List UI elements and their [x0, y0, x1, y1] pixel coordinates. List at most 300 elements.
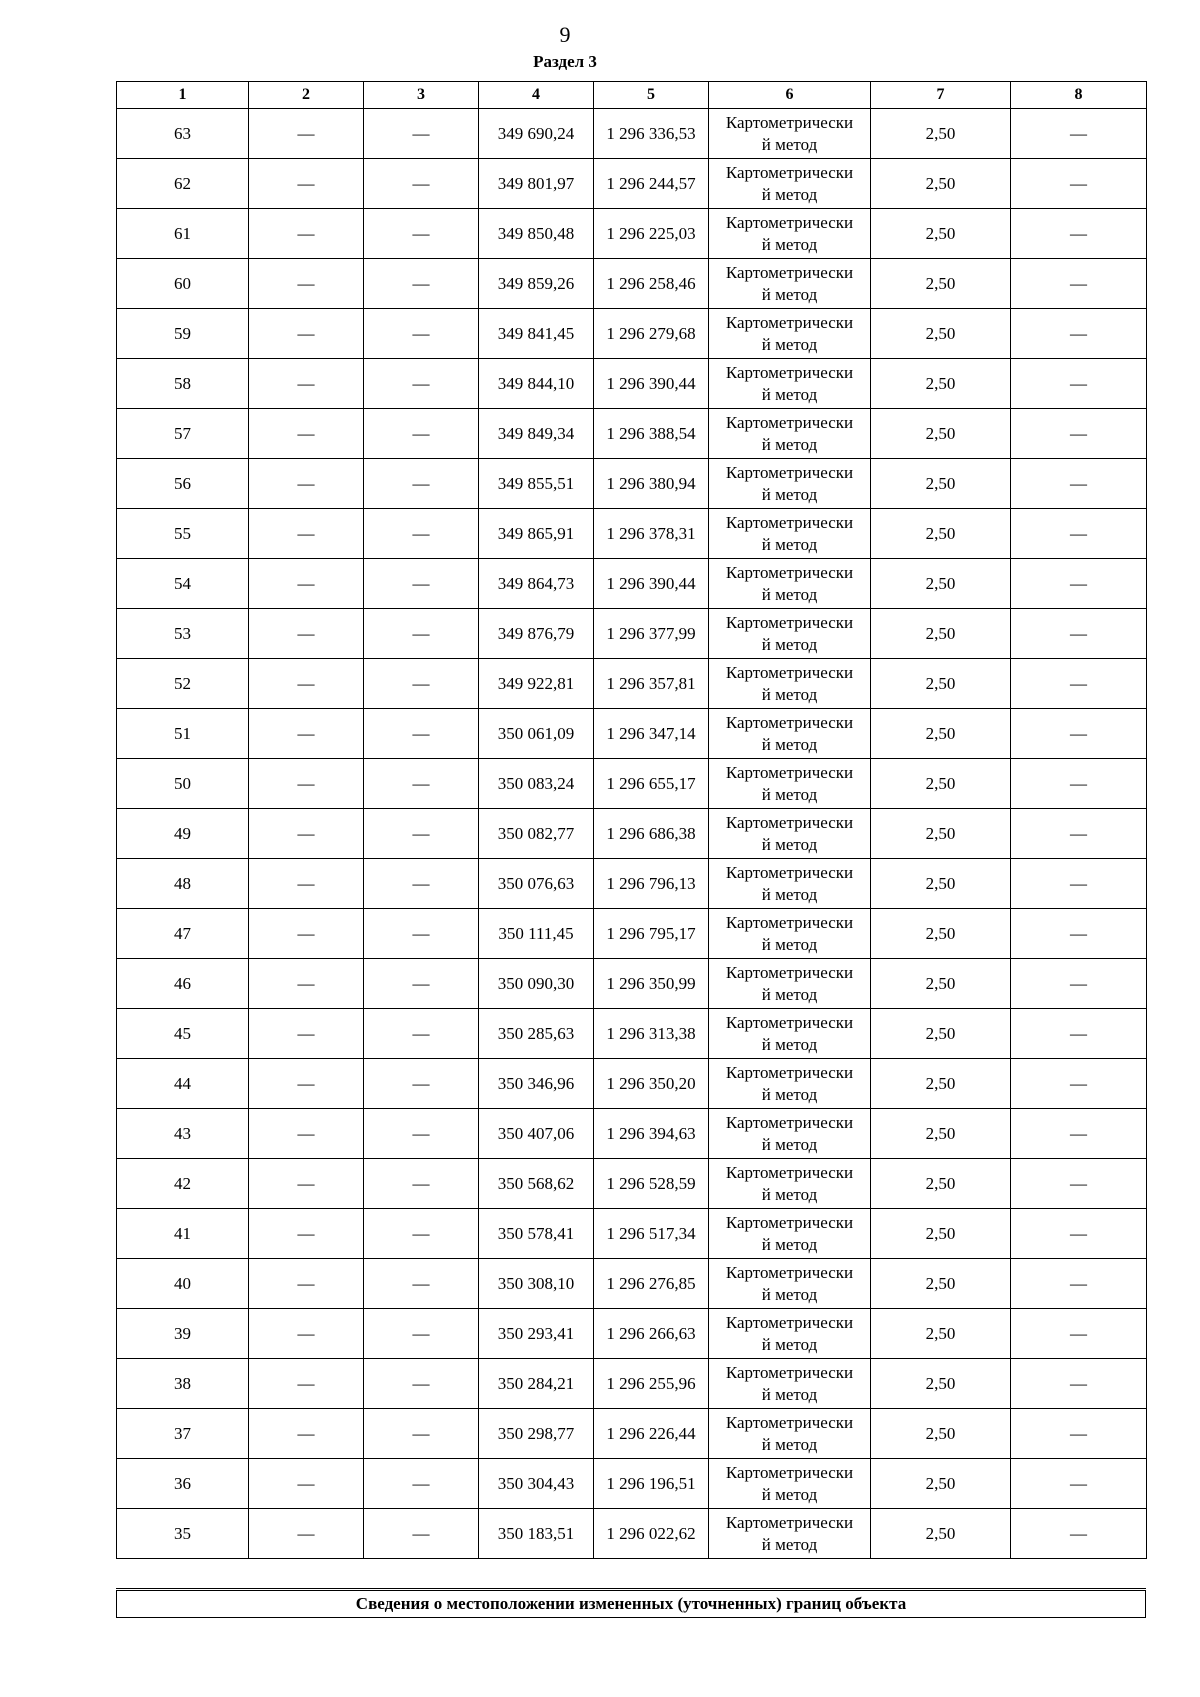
- point-number-cell: 60: [117, 259, 249, 309]
- coordinate-cell: 1 296 350,99: [594, 959, 709, 1009]
- method-line-1: Картометрически: [725, 862, 854, 882]
- method-cell: [709, 759, 871, 809]
- empty-dash-cell: —: [249, 259, 364, 309]
- empty-dash-cell: —: [1011, 109, 1147, 159]
- method-cell: [709, 459, 871, 509]
- method-line-1: Картометрически: [725, 1012, 854, 1032]
- column-header: 2: [249, 82, 364, 109]
- method-line-2: й метод: [761, 1034, 818, 1054]
- method-cell: [709, 509, 871, 559]
- page-number: 9: [559, 22, 571, 47]
- empty-dash-cell: —: [249, 1409, 364, 1459]
- accuracy-cell: 2,50: [871, 159, 1011, 209]
- empty-dash-cell: —: [1011, 859, 1147, 909]
- coordinate-cell: 1 296 357,81: [594, 659, 709, 709]
- empty-dash-cell: —: [249, 109, 364, 159]
- empty-dash-cell: —: [1011, 809, 1147, 859]
- empty-dash-cell: —: [364, 1459, 479, 1509]
- accuracy-cell: 2,50: [871, 1409, 1011, 1459]
- empty-dash-cell: —: [1011, 409, 1147, 459]
- point-number-cell: 40: [117, 1259, 249, 1309]
- table-row: [117, 609, 1147, 659]
- column-header: 5: [594, 82, 709, 109]
- method-line-1: Картометрически: [725, 912, 854, 932]
- method-line-2: й метод: [761, 1234, 818, 1254]
- empty-dash-cell: —: [364, 1159, 479, 1209]
- table-row: [117, 1309, 1147, 1359]
- coordinate-cell: 350 285,63: [479, 1009, 594, 1059]
- table-row: [117, 809, 1147, 859]
- accuracy-cell: 2,50: [871, 1009, 1011, 1059]
- accuracy-cell: 2,50: [871, 909, 1011, 959]
- column-header: 6: [709, 82, 871, 109]
- table-row: [117, 709, 1147, 759]
- empty-dash-cell: —: [1011, 1109, 1147, 1159]
- method-cell: [709, 109, 871, 159]
- header-row: [117, 82, 1147, 109]
- method-line-2: й метод: [761, 1134, 818, 1154]
- coordinate-cell: 350 083,24: [479, 759, 594, 809]
- method-line-1: Картометрически: [725, 262, 854, 282]
- method-line-1: Картометрически: [725, 1512, 854, 1532]
- accuracy-cell: 2,50: [871, 1309, 1011, 1359]
- point-number-cell: 61: [117, 209, 249, 259]
- empty-dash-cell: —: [249, 309, 364, 359]
- table-row: [117, 1459, 1147, 1509]
- point-number-cell: 50: [117, 759, 249, 809]
- column-header: 4: [479, 82, 594, 109]
- table-row: [117, 909, 1147, 959]
- method-line-1: Картометрически: [725, 812, 854, 832]
- empty-dash-cell: —: [1011, 509, 1147, 559]
- method-line-1: Картометрически: [725, 312, 854, 332]
- table-row: [117, 1209, 1147, 1259]
- coordinate-cell: 1 296 244,57: [594, 159, 709, 209]
- method-line-1: Картометрически: [725, 1062, 854, 1082]
- empty-dash-cell: —: [1011, 1259, 1147, 1309]
- empty-dash-cell: —: [1011, 959, 1147, 1009]
- empty-dash-cell: —: [249, 1509, 364, 1559]
- empty-dash-cell: —: [364, 1359, 479, 1409]
- coordinate-cell: 350 076,63: [479, 859, 594, 909]
- method-line-1: Картометрически: [725, 212, 854, 232]
- footer-caption-table: [116, 1588, 1146, 1618]
- coordinate-cell: 349 859,26: [479, 259, 594, 309]
- point-number-cell: 59: [117, 309, 249, 359]
- method-line-1: Картометрически: [725, 662, 854, 682]
- method-line-2: й метод: [761, 334, 818, 354]
- point-number-cell: 37: [117, 1409, 249, 1459]
- empty-dash-cell: —: [249, 1009, 364, 1059]
- empty-dash-cell: —: [249, 709, 364, 759]
- point-number-cell: 52: [117, 659, 249, 709]
- empty-dash-cell: —: [1011, 209, 1147, 259]
- empty-dash-cell: —: [1011, 309, 1147, 359]
- method-line-2: й метод: [761, 184, 818, 204]
- empty-dash-cell: —: [249, 759, 364, 809]
- empty-dash-cell: —: [249, 1309, 364, 1359]
- empty-dash-cell: —: [249, 959, 364, 1009]
- table-row: [117, 109, 1147, 159]
- coordinate-cell: 350 298,77: [479, 1409, 594, 1459]
- coordinate-cell: 1 296 796,13: [594, 859, 709, 909]
- coordinate-cell: 350 304,43: [479, 1459, 594, 1509]
- method-line-2: й метод: [761, 234, 818, 254]
- accuracy-cell: 2,50: [871, 209, 1011, 259]
- method-cell: [709, 1309, 871, 1359]
- table-body: [117, 109, 1147, 1559]
- coordinate-cell: 1 296 255,96: [594, 1359, 709, 1409]
- method-line-1: Картометрически: [725, 512, 854, 532]
- accuracy-cell: 2,50: [871, 609, 1011, 659]
- method-line-2: й метод: [761, 1434, 818, 1454]
- point-number-cell: 62: [117, 159, 249, 209]
- empty-dash-cell: —: [1011, 1059, 1147, 1109]
- coordinate-cell: 349 690,24: [479, 109, 594, 159]
- accuracy-cell: 2,50: [871, 259, 1011, 309]
- method-line-2: й метод: [761, 1384, 818, 1404]
- empty-dash-cell: —: [1011, 659, 1147, 709]
- method-cell: [709, 1009, 871, 1059]
- point-number-cell: 43: [117, 1109, 249, 1159]
- method-line-2: й метод: [761, 1534, 818, 1554]
- point-number-cell: 49: [117, 809, 249, 859]
- table-row: [117, 209, 1147, 259]
- coordinate-cell: 350 090,30: [479, 959, 594, 1009]
- table-row: [117, 959, 1147, 1009]
- method-cell: [709, 859, 871, 909]
- empty-dash-cell: —: [364, 909, 479, 959]
- coordinate-cell: 349 865,91: [479, 509, 594, 559]
- method-line-2: й метод: [761, 134, 818, 154]
- coordinate-cell: 1 296 022,62: [594, 1509, 709, 1559]
- table-row: [117, 1159, 1147, 1209]
- point-number-cell: 57: [117, 409, 249, 459]
- method-line-1: Картометрически: [725, 612, 854, 632]
- coordinate-cell: 1 296 350,20: [594, 1059, 709, 1109]
- empty-dash-cell: —: [1011, 259, 1147, 309]
- method-line-1: Картометрически: [725, 462, 854, 482]
- empty-dash-cell: —: [249, 509, 364, 559]
- coordinate-cell: 350 111,45: [479, 909, 594, 959]
- empty-dash-cell: —: [249, 1109, 364, 1159]
- point-number-cell: 47: [117, 909, 249, 959]
- table-row: [117, 859, 1147, 909]
- coordinate-cell: 1 296 378,31: [594, 509, 709, 559]
- empty-dash-cell: —: [364, 1209, 479, 1259]
- footer-caption: Сведения о местоположении измененных (уточненных) границ объекта: [117, 1590, 1146, 1618]
- table-row: [117, 1359, 1147, 1409]
- accuracy-cell: 2,50: [871, 1509, 1011, 1559]
- method-cell: [709, 559, 871, 609]
- empty-dash-cell: —: [1011, 1359, 1147, 1409]
- accuracy-cell: 2,50: [871, 859, 1011, 909]
- table-row: [117, 459, 1147, 509]
- point-number-cell: 55: [117, 509, 249, 559]
- method-line-2: й метод: [761, 834, 818, 854]
- empty-dash-cell: —: [249, 909, 364, 959]
- method-cell: [709, 809, 871, 859]
- point-number-cell: 56: [117, 459, 249, 509]
- column-header: 3: [364, 82, 479, 109]
- empty-dash-cell: —: [364, 959, 479, 1009]
- coordinate-cell: 350 183,51: [479, 1509, 594, 1559]
- column-header: 1: [117, 82, 249, 109]
- point-number-cell: 54: [117, 559, 249, 609]
- coordinate-cell: 1 296 266,63: [594, 1309, 709, 1359]
- method-cell: [709, 359, 871, 409]
- empty-dash-cell: —: [364, 409, 479, 459]
- empty-dash-cell: —: [1011, 909, 1147, 959]
- empty-dash-cell: —: [249, 659, 364, 709]
- empty-dash-cell: —: [364, 659, 479, 709]
- method-line-1: Картометрически: [725, 412, 854, 432]
- accuracy-cell: 2,50: [871, 1059, 1011, 1109]
- method-line-2: й метод: [761, 984, 818, 1004]
- empty-dash-cell: —: [364, 609, 479, 659]
- empty-dash-cell: —: [1011, 459, 1147, 509]
- empty-dash-cell: —: [249, 609, 364, 659]
- accuracy-cell: 2,50: [871, 959, 1011, 1009]
- accuracy-cell: 2,50: [871, 1209, 1011, 1259]
- table-row: [117, 1259, 1147, 1309]
- point-number-cell: 44: [117, 1059, 249, 1109]
- section-title: Раздел 3: [533, 52, 597, 71]
- coordinate-cell: 1 296 196,51: [594, 1459, 709, 1509]
- empty-dash-cell: —: [364, 559, 479, 609]
- table-row: [117, 1509, 1147, 1559]
- point-number-cell: 35: [117, 1509, 249, 1559]
- empty-dash-cell: —: [249, 1359, 364, 1409]
- empty-dash-cell: —: [1011, 1409, 1147, 1459]
- coordinate-cell: 350 061,09: [479, 709, 594, 759]
- coordinate-cell: 1 296 517,34: [594, 1209, 709, 1259]
- method-line-2: й метод: [761, 384, 818, 404]
- method-cell: [709, 1359, 871, 1409]
- coordinate-cell: 1 296 347,14: [594, 709, 709, 759]
- point-number-cell: 36: [117, 1459, 249, 1509]
- table-row: [117, 309, 1147, 359]
- empty-dash-cell: —: [249, 409, 364, 459]
- method-cell: [709, 1459, 871, 1509]
- empty-dash-cell: —: [249, 859, 364, 909]
- empty-dash-cell: —: [1011, 1209, 1147, 1259]
- accuracy-cell: 2,50: [871, 109, 1011, 159]
- accuracy-cell: 2,50: [871, 309, 1011, 359]
- accuracy-cell: 2,50: [871, 759, 1011, 809]
- empty-dash-cell: —: [364, 109, 479, 159]
- method-line-2: й метод: [761, 484, 818, 504]
- empty-dash-cell: —: [364, 259, 479, 309]
- method-cell: [709, 259, 871, 309]
- table-row: [117, 359, 1147, 409]
- coordinate-cell: 1 296 380,94: [594, 459, 709, 509]
- accuracy-cell: 2,50: [871, 1259, 1011, 1309]
- method-line-1: Картометрически: [725, 962, 854, 982]
- empty-dash-cell: —: [249, 559, 364, 609]
- empty-dash-cell: —: [1011, 1509, 1147, 1559]
- coordinate-cell: 1 296 377,99: [594, 609, 709, 659]
- coordinate-cell: 1 296 394,63: [594, 1109, 709, 1159]
- point-number-cell: 41: [117, 1209, 249, 1259]
- empty-dash-cell: —: [364, 759, 479, 809]
- coordinate-cell: 1 296 390,44: [594, 359, 709, 409]
- column-header: 8: [1011, 82, 1147, 109]
- empty-dash-cell: —: [364, 809, 479, 859]
- empty-dash-cell: —: [364, 509, 479, 559]
- empty-dash-cell: —: [249, 809, 364, 859]
- empty-dash-cell: —: [249, 1459, 364, 1509]
- empty-dash-cell: —: [364, 1509, 479, 1559]
- method-cell: [709, 1159, 871, 1209]
- point-number-cell: 48: [117, 859, 249, 909]
- method-line-2: й метод: [761, 934, 818, 954]
- empty-dash-cell: —: [364, 709, 479, 759]
- coordinates-table: [116, 81, 1147, 1559]
- method-line-1: Картометрически: [725, 1362, 854, 1382]
- coordinate-cell: 1 296 225,03: [594, 209, 709, 259]
- coordinate-cell: 349 844,10: [479, 359, 594, 409]
- empty-dash-cell: —: [1011, 609, 1147, 659]
- empty-dash-cell: —: [1011, 159, 1147, 209]
- empty-dash-cell: —: [1011, 1459, 1147, 1509]
- coordinate-cell: 1 296 390,44: [594, 559, 709, 609]
- coordinate-cell: 349 841,45: [479, 309, 594, 359]
- table-row: [117, 659, 1147, 709]
- method-cell: [709, 1409, 871, 1459]
- coordinate-cell: 349 855,51: [479, 459, 594, 509]
- coordinate-cell: 350 578,41: [479, 1209, 594, 1259]
- empty-dash-cell: —: [1011, 1309, 1147, 1359]
- method-line-1: Картометрически: [725, 762, 854, 782]
- empty-dash-cell: —: [1011, 759, 1147, 809]
- point-number-cell: 58: [117, 359, 249, 409]
- table-row: [117, 409, 1147, 459]
- empty-dash-cell: —: [364, 159, 479, 209]
- accuracy-cell: 2,50: [871, 659, 1011, 709]
- method-cell: [709, 409, 871, 459]
- empty-dash-cell: —: [364, 309, 479, 359]
- coordinate-cell: 349 876,79: [479, 609, 594, 659]
- method-line-1: Картометрически: [725, 1262, 854, 1282]
- accuracy-cell: 2,50: [871, 1109, 1011, 1159]
- method-line-1: Картометрически: [725, 162, 854, 182]
- coordinate-cell: 1 296 528,59: [594, 1159, 709, 1209]
- empty-dash-cell: —: [249, 159, 364, 209]
- method-line-2: й метод: [761, 1184, 818, 1204]
- table-row: [117, 1059, 1147, 1109]
- method-cell: [709, 1509, 871, 1559]
- point-number-cell: 38: [117, 1359, 249, 1409]
- method-cell: [709, 709, 871, 759]
- accuracy-cell: 2,50: [871, 1359, 1011, 1409]
- accuracy-cell: 2,50: [871, 409, 1011, 459]
- table-row: [117, 509, 1147, 559]
- empty-dash-cell: —: [364, 1259, 479, 1309]
- coordinate-cell: 1 296 655,17: [594, 759, 709, 809]
- point-number-cell: 51: [117, 709, 249, 759]
- empty-dash-cell: —: [249, 209, 364, 259]
- method-line-1: Картометрически: [725, 1462, 854, 1482]
- method-line-2: й метод: [761, 734, 818, 754]
- empty-dash-cell: —: [1011, 709, 1147, 759]
- coordinate-cell: 1 296 388,54: [594, 409, 709, 459]
- method-line-2: й метод: [761, 684, 818, 704]
- method-cell: [709, 209, 871, 259]
- coordinate-cell: 349 850,48: [479, 209, 594, 259]
- empty-dash-cell: —: [364, 359, 479, 409]
- table-row: [117, 1409, 1147, 1459]
- empty-dash-cell: —: [249, 1209, 364, 1259]
- method-cell: [709, 959, 871, 1009]
- coordinate-cell: 1 296 226,44: [594, 1409, 709, 1459]
- coordinate-cell: 350 308,10: [479, 1259, 594, 1309]
- method-cell: [709, 1259, 871, 1309]
- coordinate-cell: 349 849,34: [479, 409, 594, 459]
- method-cell: [709, 159, 871, 209]
- point-number-cell: 63: [117, 109, 249, 159]
- empty-dash-cell: —: [249, 459, 364, 509]
- table-row: [117, 759, 1147, 809]
- point-number-cell: 53: [117, 609, 249, 659]
- method-cell: [709, 309, 871, 359]
- table-row: [117, 1009, 1147, 1059]
- method-cell: [709, 609, 871, 659]
- method-line-2: й метод: [761, 784, 818, 804]
- method-line-2: й метод: [761, 584, 818, 604]
- accuracy-cell: 2,50: [871, 709, 1011, 759]
- method-line-2: й метод: [761, 534, 818, 554]
- method-line-1: Картометрически: [725, 112, 854, 132]
- method-line-2: й метод: [761, 1284, 818, 1304]
- coordinate-cell: 350 407,06: [479, 1109, 594, 1159]
- empty-dash-cell: —: [364, 1009, 479, 1059]
- empty-dash-cell: —: [249, 1159, 364, 1209]
- accuracy-cell: 2,50: [871, 1459, 1011, 1509]
- coordinate-cell: 349 864,73: [479, 559, 594, 609]
- empty-dash-cell: —: [249, 1059, 364, 1109]
- coordinate-cell: 1 296 336,53: [594, 109, 709, 159]
- coordinate-cell: 350 568,62: [479, 1159, 594, 1209]
- method-line-1: Картометрически: [725, 562, 854, 582]
- point-number-cell: 46: [117, 959, 249, 1009]
- empty-dash-cell: —: [1011, 359, 1147, 409]
- empty-dash-cell: —: [364, 1059, 479, 1109]
- empty-dash-cell: —: [364, 859, 479, 909]
- coordinate-cell: 350 346,96: [479, 1059, 594, 1109]
- method-cell: [709, 659, 871, 709]
- coordinate-cell: 1 296 276,85: [594, 1259, 709, 1309]
- method-cell: [709, 1059, 871, 1109]
- accuracy-cell: 2,50: [871, 459, 1011, 509]
- accuracy-cell: 2,50: [871, 359, 1011, 409]
- coordinate-cell: 349 801,97: [479, 159, 594, 209]
- coordinate-cell: 1 296 258,46: [594, 259, 709, 309]
- method-cell: [709, 1109, 871, 1159]
- table-row: [117, 259, 1147, 309]
- empty-dash-cell: —: [364, 209, 479, 259]
- accuracy-cell: 2,50: [871, 509, 1011, 559]
- column-header: 7: [871, 82, 1011, 109]
- method-line-1: Картометрически: [725, 1312, 854, 1332]
- method-line-1: Картометрически: [725, 1162, 854, 1182]
- accuracy-cell: 2,50: [871, 809, 1011, 859]
- empty-dash-cell: —: [1011, 1009, 1147, 1059]
- method-line-1: Картометрически: [725, 362, 854, 382]
- empty-dash-cell: —: [1011, 1159, 1147, 1209]
- coordinate-cell: 350 293,41: [479, 1309, 594, 1359]
- method-line-1: Картометрически: [725, 1412, 854, 1432]
